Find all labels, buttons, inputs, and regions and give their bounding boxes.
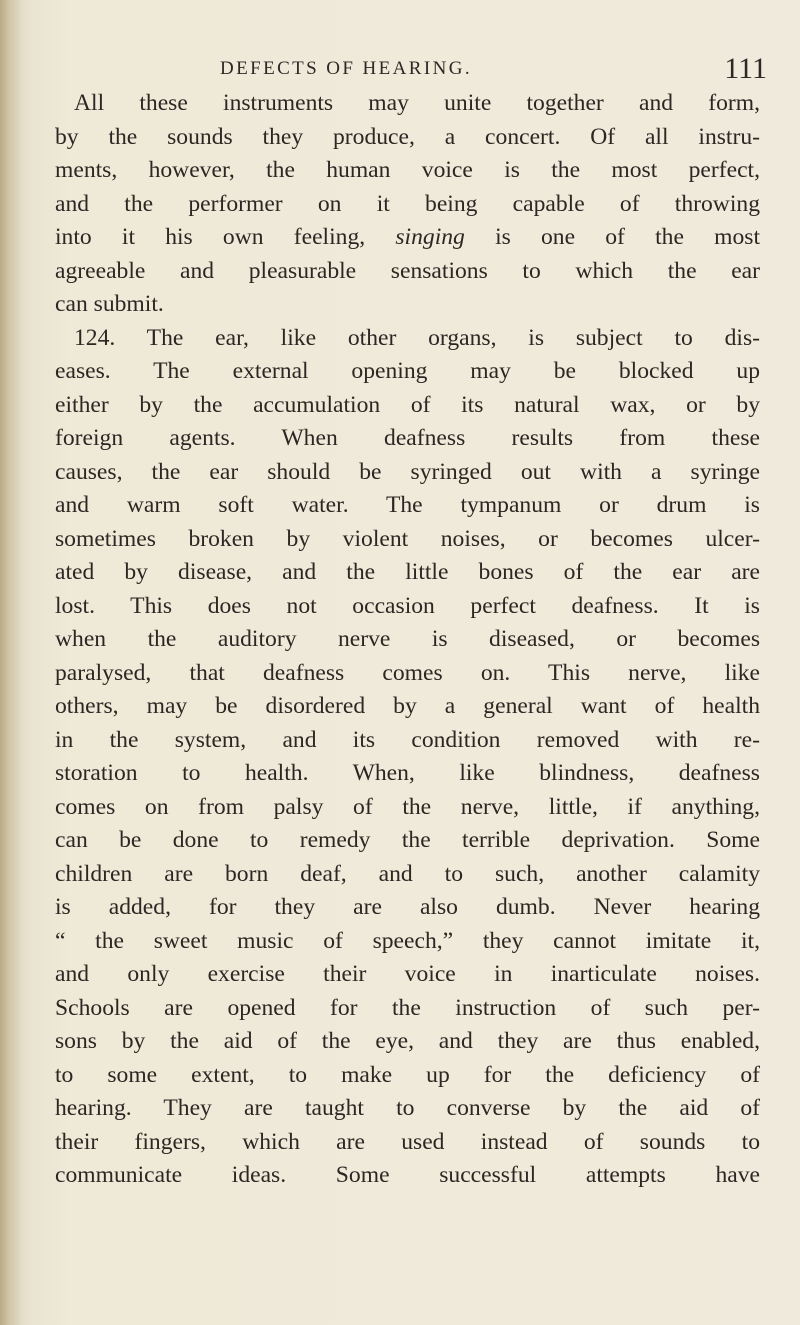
text-line: agreeable and pleasurable sensations to which the ear — [55, 257, 760, 284]
text-line: and the performer on it being capable of throwing — [55, 190, 760, 217]
text-line: can submit. — [55, 291, 164, 317]
text-line: can be done to remedy the terrible deprivation. Some — [55, 827, 760, 853]
text-line: paralysed, that deafness comes on. This nerve, like — [55, 659, 760, 686]
running-head: DEFECTS OF HEARING. — [220, 58, 472, 79]
text-line: children are born deaf, and to such, another calamity — [55, 860, 760, 887]
text-segment: into it his own feeling, — [55, 224, 366, 250]
text-segment: is one of the most — [495, 224, 761, 250]
text-line: comes on from palsy of the nerve, little, if anything, — [55, 793, 760, 820]
text-line: and only exercise their voice in inarticulate noises. — [55, 961, 760, 987]
text-line: storation to health. When, like blindness, deafness — [55, 760, 760, 786]
text-line: sometimes broken by violent noises, or becomes ulcer- — [55, 525, 760, 552]
text-line: lost. This does not occasion perfect deafness. It is — [55, 592, 760, 619]
text-line: communicate ideas. Some successful attempts have — [55, 1162, 760, 1188]
page-number: 111 — [724, 52, 767, 85]
emphasis-singing: singing — [395, 224, 465, 250]
text-line: 124. The ear, like other organs, is subject to dis- — [74, 324, 760, 351]
text-line: hearing. They are taught to converse by the aid of — [55, 1095, 760, 1121]
body-text — [55, 87, 760, 1193]
text-line: and warm soft water. The tympanum or drum is — [55, 492, 760, 518]
text-line: Schools are opened for the instruction of such per- — [55, 994, 760, 1021]
text-line: ments, however, the human voice is the most perfect, — [55, 157, 760, 183]
text-line: is added, for they are also dumb. Never hearing — [55, 894, 760, 920]
paragraph-2 — [55, 322, 760, 1193]
text-line: causes, the ear should be syringed out with a syringe — [55, 458, 760, 485]
text-line: eases. The external opening may be blocked up — [55, 358, 760, 384]
text-line: their fingers, which are used instead of sounds to — [55, 1128, 760, 1155]
text-line: either by the accumulation of its natural wax, or by — [55, 391, 760, 418]
text-line: sons by the aid of the eye, and they are thus enabled, — [55, 1028, 760, 1054]
paragraph-1 — [55, 87, 760, 322]
text-line: ated by disease, and the little bones of the ear are — [55, 559, 760, 585]
text-line: by the sounds they produce, a concert. Of all instru- — [55, 123, 760, 150]
text-line: foreign agents. When deafness results from these — [55, 425, 760, 451]
text-line: when the auditory nerve is diseased, or becomes — [55, 626, 760, 652]
text-line: in the system, and its condition removed with re- — [55, 726, 760, 753]
gutter-shadow — [0, 0, 22, 1325]
text-line: others, may be disordered by a general want of health — [55, 693, 760, 719]
text-line: All these instruments may unite together and form, — [74, 90, 760, 116]
text-line: “ the sweet music of speech,” they cannot imitate it, — [55, 927, 760, 954]
text-line: to some extent, to make up for the deficiency of — [55, 1061, 760, 1088]
text-line — [55, 221, 760, 255]
